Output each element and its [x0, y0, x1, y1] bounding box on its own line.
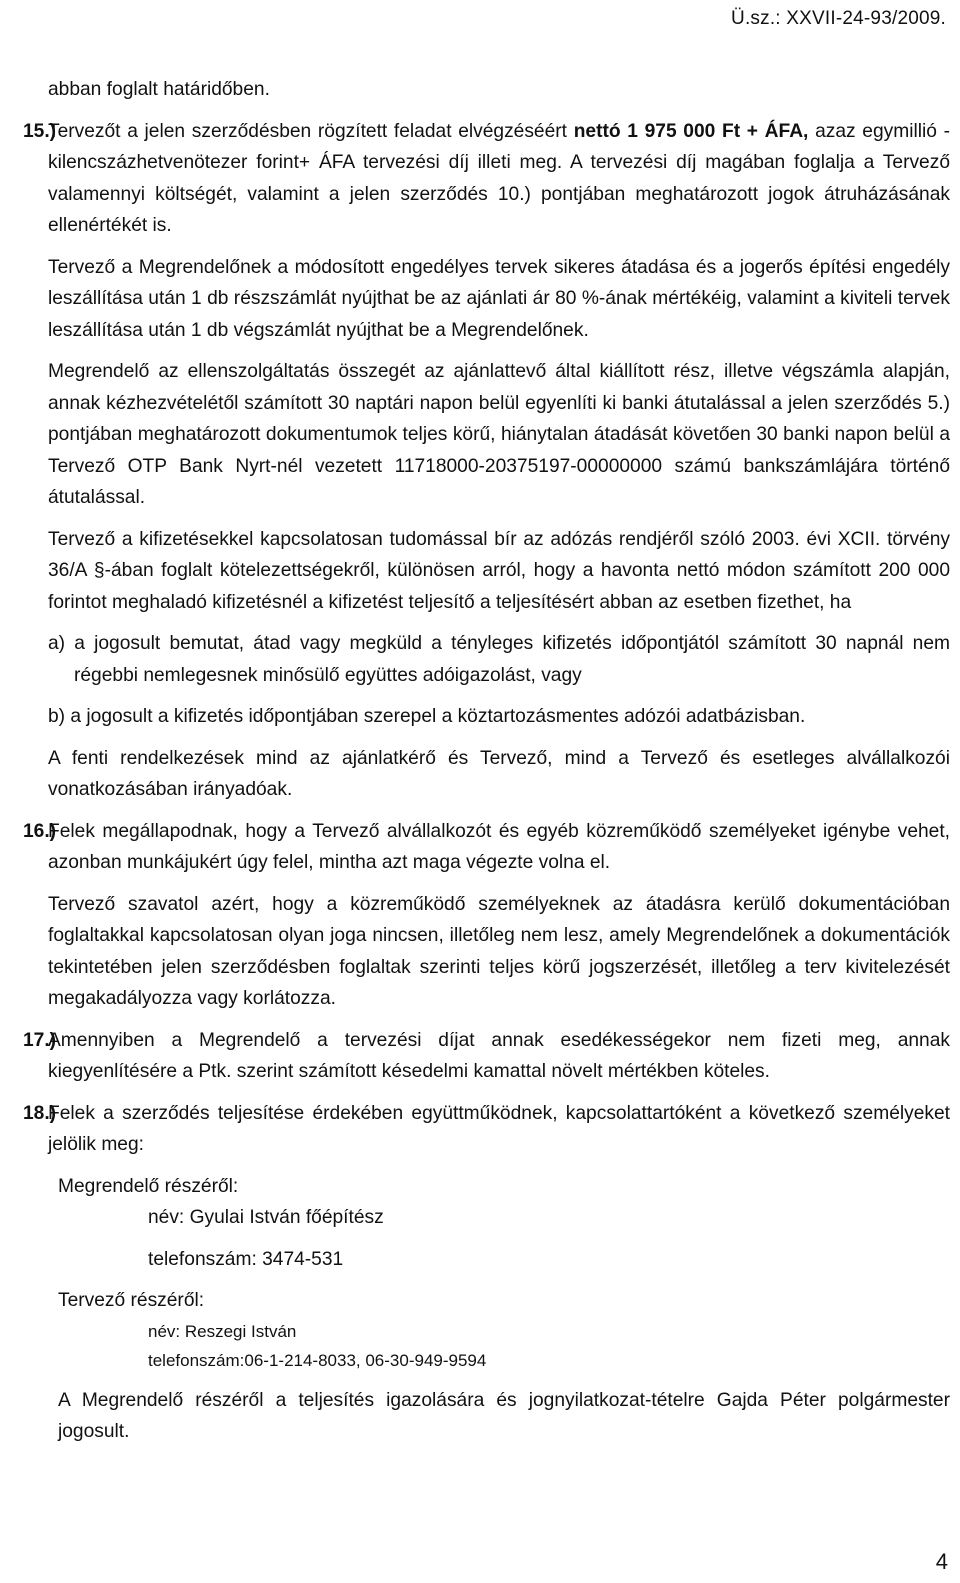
text-run: Tervezőt a jelen szerződésben rögzített feladat elvégzéséért	[48, 120, 574, 142]
client-contact-name: név: Gyulai István főépítész	[148, 1207, 384, 1228]
payment-paragraph: Megrendelő az ellenszolgáltatás összegét az ajánlattevő által kiállított rész, illetve végszámla alapján, annak kézhezvételétől számított 30 naptári napon belül egyenlíti ki banki átutalással a jelen szerződés 5.) pontjában meghatározott dokumentumok teljes körű, hiánytalan átadását követően 30 banki napon belül a Tervező OTP Bank Nyrt-nél vezetett 11718000-20375197-00000000 számú bankszámlájára történő átutalással.	[48, 361, 950, 508]
client-contact-label: Megrendelő részéről:	[58, 1175, 239, 1197]
section-number: 15.)	[23, 120, 57, 142]
text-run: azaz egymillió - kilencszázhetvenötezer forint+ ÁFA tervezési díj illeti meg. A tervezési díj magában foglalja a Tervező valamennyi költségét, valamint a jelen szerződés 10.) pontjában meghatározott jogok átruházásának ellenértékét is.	[48, 120, 950, 236]
section-15-text	[48, 116, 950, 242]
fee-amount: nettó 1 975 000 Ft + ÁFA,	[573, 120, 809, 142]
provisions-paragraph: A fenti rendelkezések mind az ajánlatkérő és Tervező, mind a Tervező és esetleges alvállalkozói vonatkozásában irányadóak.	[48, 747, 950, 800]
section-17	[23, 1025, 950, 1088]
tax-paragraph: Tervező a kifizetésekkel kapcsolatosan tudomással bír az adózás rendjéről szóló 2003. évi XCII. törvény 36/A §-ában foglalt kötelezettségekről, különösen arról, hogy a havonta nettó módon számított 200 000 forintot meghaladó kifizetésnél a kifizetést teljesítő a teljesítésért abban az esetben fizethet, ha	[48, 528, 950, 613]
client-contact-phone: telefonszám: 3474-531	[148, 1248, 344, 1270]
section-number: 16.)	[23, 820, 57, 842]
section-18	[23, 1098, 950, 1161]
page-number: 4	[935, 1549, 948, 1574]
condition-a: a) a jogosult bemutat, átad vagy megküld a tényleges kifizetés időpontjától számított 30 napnál nem régebbi nemlegesnek minősülő együttes adóigazolást, vagy	[48, 633, 950, 686]
section-17-text: Amennyiben a Megrendelő a tervezési díjat annak esedékességekor nem fizeti meg, annak kiegyenlítésére a Ptk. szerint számított késedelmi kamattal növelt mértékben köteles.	[48, 1029, 950, 1082]
section-16-text: Felek megállapodnak, hogy a Tervező alvállalkozót és egyéb közreműködő személyeket igénybe vehet, azonban munkájukért úgy felel, mintha azt maga végezte volna el.	[48, 820, 950, 873]
section-16	[23, 816, 950, 879]
paragraph-continuation: abban foglalt határidőben.	[48, 79, 270, 100]
warranty-paragraph: Tervező szavatol azért, hogy a közreműködő személyeknek az átadásra kerülő dokumentációban foglaltakkal kapcsolatosan olyan joga nincsen, illetőleg nem lesz, amely Megrendelőnek a dokumentációk tekintetében jelen szerződésben foglaltak szerinti teljes körű jogszerzését, illetőleg a terv kivitelezését megakadályozza vagy korlátozza.	[48, 893, 950, 1009]
designer-contact-phone: telefonszám:06-1-214-8033, 06-30-949-9594	[148, 1350, 487, 1370]
section-18-text: Felek a szerződés teljesítése érdekében együttműködnek, kapcsolattartóként a következő személyeket jelölik meg:	[48, 1102, 950, 1155]
document-reference: Ü.sz.: XXVII-24-93/2009.	[731, 8, 946, 29]
designer-contact-name: név: Reszegi István	[148, 1321, 297, 1341]
invoice-paragraph: Tervező a Megrendelőnek a módosított engedélyes tervek sikeres átadása és a jogerős építési engedély leszállítása után 1 db részszámlát nyújthat be az ajánlati ár 80 %-ának mértékéig, valamint a kiviteli tervek leszállítása után 1 db végszámlát nyújthat be a Megrendelőnek.	[48, 256, 950, 341]
section-number: 17.)	[23, 1029, 57, 1051]
section-number: 18.)	[23, 1102, 57, 1124]
section-15	[23, 116, 950, 242]
document-body	[23, 74, 950, 1448]
designer-contact-label: Tervező részéről:	[58, 1290, 205, 1311]
condition-b: b) a jogosult a kifizetés időpontjában szerepel a köztartozásmentes adózói adatbázisban.	[48, 706, 806, 727]
authorization-paragraph: A Megrendelő részéről a teljesítés igazolására és jognyilatkozat-tételre Gajda Péter polgármester jogosult.	[58, 1389, 950, 1442]
